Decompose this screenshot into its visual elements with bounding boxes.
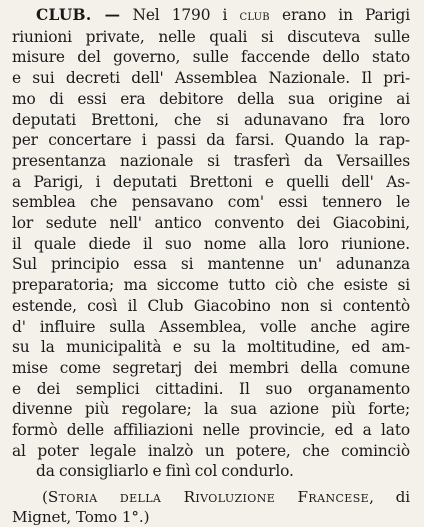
text-line: mise come segretarj dei membri della comune [12, 358, 410, 377]
text-fragment: erano in Parigi [282, 6, 410, 24]
text-line: preparatoria; ma siccome tutto ciò che esiste si [12, 276, 410, 295]
text-line: e dei semplici cittadini. Il suo organamento [12, 379, 410, 398]
text-line: formò delle affiliazioni nelle provincie, ed a lato [12, 421, 410, 440]
text-line: deputati Brettoni, che si adunavano fra loro [12, 110, 410, 129]
smallcaps-word: club [239, 8, 270, 24]
text-line-last: da consigliarlo e finì col condurlo. [36, 462, 294, 481]
text-line: il quale diede il suo nome alla loro riunione. [12, 234, 410, 253]
text-line: estende, così il Club Giacobino non si contentò [12, 296, 410, 315]
article-body [12, 5, 410, 482]
text-fragment: Nel 1790 i [132, 6, 228, 24]
text-line: a Parigi, i deputati Brettoni e quelli dell' As- [12, 172, 410, 191]
citation-line [12, 487, 410, 507]
citation-work-title: Storia della Rivoluzione Francese [47, 488, 370, 507]
text-line: al poter legale inalzò un potere, che cominciò [12, 441, 410, 460]
article-title: CLUB. — [36, 6, 121, 24]
text-line: divenne più regolare; la sua azione più forte; [12, 400, 410, 419]
text-line: riunioni private, nelle quali si discuteva sulle [12, 27, 410, 46]
text-line: e sui decreti dell' Assemblea Nazionale. Il pri- [12, 69, 410, 88]
citation-open-paren: ( [42, 488, 48, 507]
text-line: su la municipalità e su la moltitudine, ed am- [12, 338, 410, 357]
text-line: misure del governo, sulle faccende dello stato [12, 48, 410, 67]
text-line: per concertare i passi da farsi. Quando la rap- [12, 131, 410, 150]
citation-author-line: Mignet, Tomo 1°.) [12, 508, 150, 527]
text-line: presentanza nazionale si trasferì da Versailles [12, 151, 410, 170]
text-line: lor sedute nell' antico convento dei Giacobini, [12, 214, 410, 233]
text-line: d' influire sulla Assemblea, volle anche agire [12, 317, 410, 336]
article-first-line [12, 5, 410, 27]
text-line: mo di essi era debitore della sua origine ai [12, 89, 410, 108]
text-line: Sul principio essa si mantenne un' adunanza [12, 255, 410, 274]
text-line: semblea che pensavano com' essi tennero le [12, 193, 410, 212]
citation-fragment: , di [369, 488, 410, 507]
source-citation [12, 487, 410, 527]
